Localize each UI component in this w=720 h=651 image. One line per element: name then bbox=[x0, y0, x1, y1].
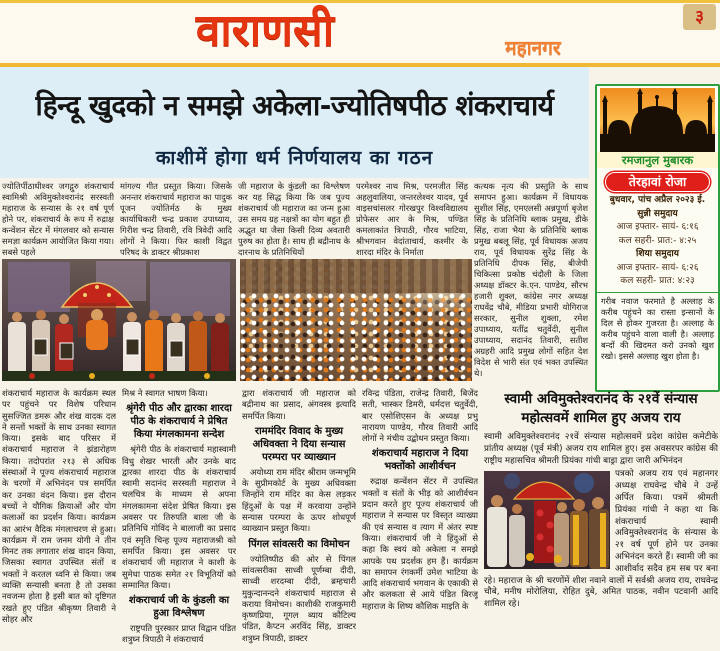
lead-col1-text: ज्योतिर्पीठाधीश्वर जगद्गुरु शंकराचार्य स्वामिश्री अविमुक्तेश्वरानंद सरस्वती महाराज के सन्यास के २१ वर्ष पूर्ण होने पर, शंकराचार्य के रूप में रुद्राक्ष कन्वेंशन सेंटर में मंगलवार को सन्यास समज्ञा कार्यक्रम आयोजित किया गया। सबसे पहले bbox=[2, 181, 114, 257]
sunni-title: सुन्नी समुदाय bbox=[637, 208, 678, 219]
lead-column-1 bbox=[2, 181, 114, 258]
page-number-badge: ३ bbox=[683, 4, 716, 30]
ramzan-banner: रमजानुल मुबारक bbox=[597, 152, 718, 168]
bottom-col4-para2: रुद्राक्ष कन्वेंशन सेंटर में उपस्थित भक्तों व संतों के भीड़ को आशीर्वचन प्रदान करते हुए पूज्य शंकराचार्य जी महाराज ने सन्यास पर विस्तृत व्याख्या की एवं सन्यास व त्याग में अंतर स्पष्ट किया। शंकराचार्य जी ने हिंदुओं से कहा कि स्वयं को अकेला न समझे आपके पथ प्रदर्शक हम हैं। कार्यक्रम का समापन रंगकर्मी उमेश भाटिया के आदि शंकराचार्य भगवान के एकाकी से और कलकता से आये पंडित बिरजू महाराज के शिष्य कौशिक माइति के bbox=[362, 476, 478, 611]
bottom-col2-para1: मिश्र ने स्वागत भाषण किया। bbox=[122, 388, 208, 398]
bottom-column-3 bbox=[242, 388, 356, 648]
felicitation-photo bbox=[484, 471, 610, 569]
ajay-intro: स्वामी अविमुक्तेश्वरानंद २१वें संन्यास महोत्सवमें प्रदेश कांग्रेस कमेटीके प्रांतीय अध्यक्ष (पूर्व मंत्री) अजय राय शामिल हुए। इस अवसरपर कांग्रेस की राष्ट्रीय महासचिव श्रीमती प्रियंका गांधी बाड्रा द्वारा जारी अभिनंदन bbox=[484, 432, 718, 466]
ajay-body bbox=[484, 432, 718, 611]
bottom-col3-para1: द्वारा शंकराचार्य जी महाराज को बद्रीनाथ का प्रसाद, अंगवस्त्र इत्यादि समर्पित किया। bbox=[242, 388, 356, 421]
lead-subheadline: काशीमें होगा धर्म निर्णयालय का गठन bbox=[155, 147, 434, 169]
subhead-mangalkamna: श्रृंगेरी पीठ और द्वारका शारदा पीठ के शंकराचार्य ने प्रेषित किया मंगलकामना सन्देश bbox=[126, 403, 232, 441]
sunni-sehri-time: कल सहरी- प्रात:- ४:२५ bbox=[618, 235, 697, 246]
stage-photo-illustration bbox=[2, 259, 236, 381]
lead-col4-text: परमेश्वर नाथ मिश्र, परमजीत सिंह अहलुवालिया, जन्तरलेश्वर यादव, पूर्व वाइसचांसलर गोरखपुर विश्वविद्यालय प्रोफेसर आर के मिश्र, पण्डित कमलाकांत त्रिपाठी, गौरव भाटिया, श्रीभगवान वेदांताचार्य, कश्मीर के शारदा मंदिर के निर्माता bbox=[356, 181, 468, 257]
bottom-col3-para2: अयोध्या राम मंदिर श्रीराम जन्मभूमि के सुप्रीमकोर्ट के मुख्य अधिवक्ता जिन्होंने राम मंदिर का केस लड़कर हिंदुओं के पक्ष में करवाया उन्होंने सन्यास परम्परा के ऊपर शोधपूर्ण व्याख्यान प्रस्तुत किया। bbox=[242, 466, 356, 534]
ajay-rest: पत्रको अजय राय एवं महानगर अध्यक्ष राघवेन्द्र चौबे ने उन्हें अर्पित किया। पत्रमें श्रीमती प्रियंका गांधी ने कहा था कि शंकराचार्य स्वामी अविमुक्तेश्वरानंद के संन्यास के २१ वर्ष पूर्ण होने पर उनका अभिनंदन करते हैं। स्वामी जी का आशीर्वाद सदैव हम सब पर बना रहे। महाराज के श्री चरणोंमें शीश नवाने वालों में सर्वश्री अजय राय, राघवेन्द्र चौबे, मनीष मोरोलिया, रोहित दुबे, अमित पाठक, नवीन पटवानी आदि शामिल रहे। bbox=[484, 469, 718, 610]
prayer-date: बुधवार, पांच अप्रैल २०२३ ई. bbox=[609, 195, 706, 205]
subhead-pingal: पिंगल सांवत्सरी का विमोचन bbox=[248, 538, 350, 550]
bottom-col4-para1: रविन्द्र पंडिता, राजेन्द्र तिवारी, बिजेंद सती, भास्कर डिमरी, धर्मदत्त चतुर्वेदी, बार एसोशिएसन के अध्यक्ष प्रभु नारायण पाण्डेय, गौरव तिवारी आदि लोगों ने मंचीय उद्बोधन प्रस्तुत किया। bbox=[362, 388, 478, 444]
lead-column-5 bbox=[474, 181, 588, 387]
lead-column-3 bbox=[238, 181, 350, 258]
stage-photo bbox=[2, 259, 236, 381]
subhead-ram-mandir: राममंदिर विवाद के मुख्य अधिवक्ता ने दिया सन्यास परम्परा पर व्याख्यान bbox=[252, 425, 346, 463]
prayer-schedule bbox=[597, 194, 718, 289]
roza-badge: तेरहावां रोजा bbox=[605, 172, 710, 192]
mosque-icon bbox=[600, 88, 715, 152]
lead-column-2 bbox=[120, 181, 232, 258]
masthead-title: वाराणसी bbox=[195, 5, 335, 56]
bottom-col3-para3: ज्योतिष्पीठ की ओर से पिंगल सांवत्सरीका साध्वी पूर्णम्बा दीदी, साध्वी शरदम्बा दीदी, ब्रम्हचारी मुकुन्दानन्दने शंकराचार्य महाराज से कराया विमोचन। काशीकी राजकुमारी कृष्णप्रिया, गूगल ब्याय कौटिल्य पंडित, कैप्टन अरविंद सिंह, डाक्टर शत्रुघ्न त्रिपाठी, डाक्टर bbox=[242, 553, 356, 643]
lead-col5-text: कत्थक नृत्य की प्रस्तुति के साथ समापन हुआ। कार्यक्रम में विधायक सुशील सिंह, एमएलसी अन्नपूर्णा बृजेश सिंह के प्रतिनिधि ब्लाक प्रमुख, डीके सिंह, राजा भैया के प्रतिनिधि ब्लाक प्रमुख बबलू सिंह, पूर्व विधायक अजय राय, पूर्व विधायक सुरेंद्र सिंह के प्रतिनिधि दीपक सिंह, बीजेपी चिकित्सा प्रकोष्ठ चंदौली के जिला अध्यक्ष डॉक्टर के.एन. पाण्डेय, सौरभ हजारी शुक्ल, कांग्रेस नगर अध्यक्ष राघवेंद्र चौबे, मीडिया प्रभारी योगिराज सरकार, सुनील शुक्ला, रमेश उपाध्याय, यतींद्र चतुर्वेदी, सुनील उपाध्याय, सदानंद तिवारी, सतीश अग्रहरी आदि प्रमुख लोगों सहित देश विदेश से भारी संत एवं भक्त उपस्थित थे। bbox=[474, 181, 588, 378]
auditorium-ceiling bbox=[240, 259, 472, 293]
bottom-column-2 bbox=[122, 388, 236, 648]
bottom-col1-text: शंकराचार्य महाराज के कार्यक्रम स्थल पर पहुंचने पर विशेष परिधान सुसज्जित डमरू और शंख वादक दल ने सन्तों भक्तों के साथ उनका स्वागत किया। इसके बाद परिसर में शंकराचार्य महाराज ने झंडारोहण किया। तदोपरांत २१३ से अधिक संस्थाओं ने पूज्य शंकराचार्य महाराज के चरणों में अभिनंदन पत्र समर्पित कर उनका वंदन किया। इस दौरान बच्चों ने यौगिक क्रियाओं और योग कलाओं का प्रदर्शन किया। कार्यक्रम का आरंभ वैदिक मंगलाचरण से हुआ। कार्यक्रम में राम जनम योगी ने तीन मिनट तक लगातार शंख वादन किया, जिसका स्वागत उपस्थित संतों व भक्तों ने करतल ध्वनि से किया। जब व्यक्ति सन्यासी बनता है तो उसका नवजन्म होता है इसी बात को दृष्टिगत रखते हुए पंडित श्रीकृष्ण तिवारी ने सोहर और bbox=[2, 388, 116, 624]
ramzan-panel bbox=[595, 84, 720, 392]
shia-sehri-time: कल सहरी- प्रात: ४:२३ bbox=[620, 276, 695, 286]
ajay-headline: स्वामी अविमुक्तेश्वरानंद के २१वें संन्यास महोत्सवमें शामिल हुए अजय राय bbox=[504, 391, 698, 426]
bottom-column-1 bbox=[2, 388, 116, 648]
shia-iftar-time: आज इफ्तार- सायं- ६:२६ bbox=[616, 262, 699, 273]
ramzan-quote: गरीब नवाज फरमाते है अल्लाह के करीब पहुंचने का रास्ता इन्सानों के दिल से होकर गुजरता है। अल्लाह के करीब पहुंचने वाला वाली है। अल्लाह बन्दों की खिदमत करो उनको खुश रखो। इससे अल्लाह खुश होता है। bbox=[597, 292, 718, 365]
bottom-col2-para3: राष्ट्रपति पुरस्कार प्राप्त विद्वान पंडित शत्रुघ्न त्रिपाठी ने शंकराचार्य bbox=[122, 623, 236, 645]
shia-title: शिया समुदाय bbox=[636, 249, 679, 259]
felicitation-photo-illustration bbox=[484, 471, 610, 569]
audience-photo bbox=[240, 259, 472, 381]
subhead-kundali: शंकराचार्य जी के कुंडली का हुआ विश्लेषण bbox=[128, 595, 230, 620]
lead-col3-text: जी महाराज के कुंडली का विश्लेषण कर यह सिद्ध किया कि जब पूज्य शंकराचार्य जी महाराज का जन्म हुआ उस समय ग्रह नक्षत्रों का योग बहुत ही अद्भुत था जैसा किसी दिव्य अवतारी पुरुष का होता है। साथ ही बद्रीनाथ के दारनाथ के प्रतिनिधियों bbox=[238, 181, 350, 257]
lead-headline: हिन्दू खुदको न समझे अकेला-ज्योतिषपीठ शंकराचार्य bbox=[35, 89, 554, 122]
bottom-column-4 bbox=[362, 388, 478, 648]
sunni-iftar-time: आज इफ्तार- सायं- ६:१६ bbox=[616, 222, 699, 232]
bottom-col2-para2: श्रृंगेरी पीठ के शंकराचार्य महास्वामी विधु शेखर भारती और उनके बाद द्वारका शारदा पीठ के शंकराचार्य स्वामी सदानंद सरस्वती महाराज ने चलचित्र के माध्यम से अपना मंगलकामना संदेश प्रेषित किया। इस अवसर पर तिरुपति बाला जी के प्रतिनिधि गोविंद ने बालाजी का प्रसाद एवं स्मृति चिन्ह पूज्य महाराजश्री को समर्पित किया। इस अवसर पर शंकराचार्य जी महाराज ने काशी के सुमेधा पाठक समेत २१ विभूतियों को सम्मानित किया। bbox=[122, 444, 236, 590]
section-label: महानगर bbox=[505, 37, 561, 59]
subhead-ashirvachan: शंकराचार्य महाराज ने दिया भक्तोंको आशीर्वचन bbox=[371, 448, 469, 473]
lead-col2-text: मांगल्य गीत प्रस्तुत किया। जिसके अनन्तर शंकराचार्य महाराज का पादुक पूजन ज्योतिर्मठ के मुख्य कार्याधिकारी चन्द्र प्रकाश उपाध्याय, गिरीश चन्द्र तिवारी, रवि त्रिवेदी आदि लोगों ने किया। फिर काशी विद्वत परिषद के डाक्टर श्रीप्रकाश bbox=[120, 181, 232, 257]
lead-column-4 bbox=[356, 181, 468, 258]
ajay-rai-article bbox=[484, 388, 718, 649]
